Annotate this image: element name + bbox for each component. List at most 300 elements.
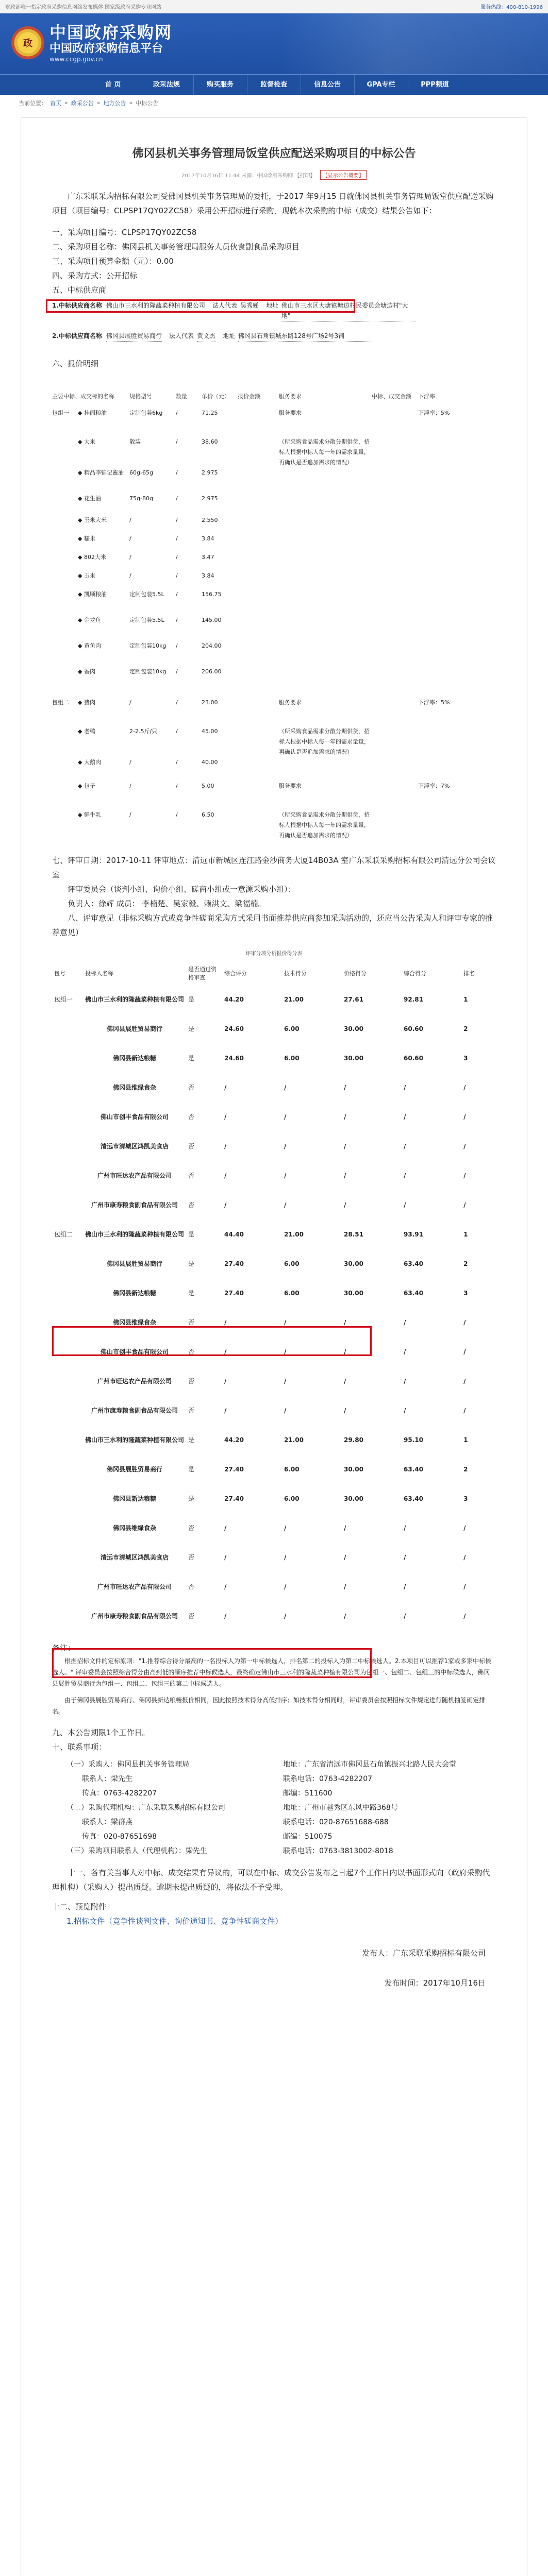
- score-row: [52, 1014, 496, 1043]
- detail-header-spec: 规格型号: [129, 393, 152, 400]
- score-d: /: [404, 1524, 406, 1532]
- breadcrumb-local[interactable]: 地方公告: [103, 99, 126, 107]
- score-a: /: [224, 1142, 227, 1150]
- score-row: [52, 1102, 496, 1131]
- detail-qty: /: [176, 783, 178, 789]
- score-a: 44.20: [224, 1436, 244, 1444]
- detail-price: 2.975: [202, 495, 218, 502]
- score-row: [52, 985, 496, 1014]
- meta-text: 2017年10月16日 11:44 来源：中国政府采购网 【打印】: [181, 173, 315, 179]
- section10: 十、联系事项：: [52, 1742, 107, 1752]
- nav-services[interactable]: 购买服务: [194, 75, 247, 95]
- score-header-name: 投标人名称: [85, 970, 113, 977]
- score-d: /: [404, 1553, 406, 1561]
- score-row: [52, 1572, 496, 1601]
- score-b: 6.00: [284, 1025, 300, 1032]
- score-row: [52, 1425, 496, 1454]
- detail-header-amount: 报价金额: [238, 393, 260, 400]
- detail-price: 3.84: [202, 535, 214, 542]
- score-c: /: [344, 1583, 346, 1590]
- site-subtitle: 中国政府采购信息平台: [49, 42, 163, 55]
- breadcrumb-sep: »: [96, 99, 101, 106]
- score-pkg: [52, 1484, 83, 1513]
- score-row: [52, 1161, 496, 1190]
- detail-name: ◆ 包子: [78, 783, 95, 789]
- intro-paragraph: 广东采联采购招标有限公司受佛冈县机关事务管理局的委托，于2017 年9月15 日就佛冈县机关事务管理局饭堂供应配送采购项目（项目编号：CLPSP17QY02ZC58）采用公开招标进行采购，现就本次采购的中标（成交）结果公告如下：: [52, 192, 494, 215]
- item-winners-heading: 五、中标供应商: [52, 285, 107, 295]
- contact-label: （三）采购项目联系人（代理机构）：梁先生: [67, 1847, 207, 1855]
- contact-value: 地址：广东省清远市佛冈县石角镇振兴北路人民大会堂: [283, 1760, 456, 1769]
- score-b: /: [284, 1113, 287, 1121]
- score-rank: /: [463, 1377, 466, 1385]
- detail-service-text: （所采购食品需求分散分期供货，招标人根据中标人每一年的需求量量，再确认是否追加需求的情况）: [279, 438, 370, 466]
- score-c: 30.00: [344, 1289, 363, 1297]
- score-name: 佛山市三水利的隆蔬菜种植有限公司: [85, 1231, 185, 1238]
- section7-committee-label: 评审委员会（谈判小组、询价小组、磋商小组或一意源采购小组）：: [68, 885, 296, 894]
- detail-row: [52, 571, 496, 589]
- detail-header: [52, 392, 496, 403]
- detail-row: [52, 534, 496, 552]
- winner-addr-label: 地址: [265, 302, 278, 309]
- score-b: 6.00: [284, 1289, 300, 1297]
- score-d: 92.81: [404, 995, 424, 1003]
- item-project-number: 一、采购项目编号：CLPSP17QY02ZC58: [52, 228, 197, 237]
- detail-spec: /: [129, 783, 131, 789]
- section8: 八、评审意见（非标采购方式或竞争性磋商采购方式采用书面推荐供应商参加采购活动的，还应当公告采购人和评审专家的推荐意见）: [52, 913, 493, 937]
- detail-qty: /: [176, 591, 178, 598]
- score-pass: 是: [188, 996, 195, 1003]
- score-c: /: [344, 1318, 346, 1326]
- detail-price: 3.84: [202, 572, 214, 579]
- score-d: /: [404, 1083, 406, 1091]
- detail-price: 2.550: [202, 517, 218, 523]
- detail-qty: /: [176, 572, 178, 579]
- top-strip: [0, 0, 548, 13]
- nav-supervision[interactable]: 监督检查: [247, 75, 301, 95]
- score-a: /: [224, 1172, 227, 1179]
- score-pass: 是: [188, 1495, 195, 1502]
- detail-spec: 75g-80g: [129, 495, 153, 502]
- contact-label: 联系人：梁先生: [82, 1775, 132, 1783]
- score-d: /: [404, 1583, 406, 1590]
- score-row: [52, 1278, 496, 1308]
- detail-name: ◆ 精品李锦记酱油: [78, 469, 124, 476]
- score-pkg: 包组一: [54, 996, 73, 1003]
- score-pkg: [52, 1601, 83, 1631]
- score-b: /: [284, 1083, 287, 1091]
- score-pass: 是: [188, 1025, 195, 1032]
- detail-qty: /: [176, 438, 178, 445]
- score-b: 6.00: [284, 1054, 300, 1062]
- score-pass: 否: [188, 1201, 195, 1209]
- detail-price: 45.00: [202, 728, 218, 735]
- section11: 十一、各有关当事人对中标、成交结果有异议的，可以在中标、成交公告发布之日起7个工作日内以书面形式向（政府采购代理机构）（采购人）提出质疑。逾期未提出质疑的，将依法不予受理。: [52, 1868, 490, 1892]
- score-pkg: [52, 1249, 83, 1278]
- detail-row: [52, 726, 496, 757]
- score-row: [52, 1513, 496, 1543]
- detail-price: 156.75: [202, 591, 222, 598]
- winner-row-2: [52, 331, 496, 342]
- detail-pkg: 包组一: [52, 410, 69, 416]
- publish-date: 发布时间：2017年10月16日: [384, 1978, 486, 1988]
- score-table-title: 评审分项分析报价得分表: [245, 951, 303, 957]
- detail-service-label: 服务要求: [279, 410, 302, 416]
- score-pass: 否: [188, 1348, 195, 1355]
- score-d: 95.10: [404, 1436, 424, 1444]
- score-rank: /: [463, 1553, 466, 1561]
- score-d: /: [404, 1201, 406, 1209]
- detail-service-label: 服务要求: [279, 783, 302, 789]
- detail-row: [52, 781, 496, 810]
- score-d: 63.40: [404, 1260, 424, 1267]
- score-c: 30.00: [344, 1025, 363, 1032]
- top-strip-left: 财政部唯一指定政府采购信息网络发布媒体 国家级政府采购专业网站: [5, 5, 162, 10]
- score-rank: /: [463, 1612, 466, 1620]
- score-pkg: [52, 1161, 83, 1190]
- detail-name: ◆ 花生油: [78, 495, 101, 502]
- detail-price: 23.00: [202, 699, 218, 706]
- score-c: /: [344, 1172, 346, 1179]
- score-rank: /: [463, 1083, 466, 1091]
- score-pkg: [52, 1396, 83, 1425]
- score-row: [52, 1219, 496, 1249]
- score-b: 21.00: [284, 995, 304, 1003]
- detail-row: [52, 757, 496, 781]
- hotline: 服务热线：400-810-1996: [480, 5, 543, 10]
- score-name: 清远市清城区鸿凯美食店: [100, 1554, 169, 1561]
- detail-name: ◆ 金龙鱼: [78, 617, 101, 623]
- breadcrumb-announcements[interactable]: 政采公告: [71, 99, 94, 107]
- score-b: /: [284, 1524, 287, 1532]
- score-b: /: [284, 1318, 287, 1326]
- main-nav: [0, 74, 548, 95]
- score-pass: 否: [188, 1113, 195, 1121]
- score-rank: /: [463, 1583, 466, 1590]
- remarks-label: 备注：: [52, 1643, 76, 1653]
- score-pkg: [52, 1425, 83, 1454]
- winner-rep-label: 法人代表: [169, 332, 194, 340]
- score-rank: /: [463, 1113, 466, 1121]
- detail-header-price: 单价（元）: [202, 393, 230, 400]
- remarks: 根据招标文件的定标原则："1.推荐综合得分最高的一名投标人为第一中标候选人，排名第二的投标人为第二中标候选人。2.本项目可以推荐1家或多家中标候选人。" 评审委员会按照综合得分由高到低的顺序推荐中标候选人，最终确定佛山市三水利的隆蔬菜种植有限公司为包组一、包组二、包组三的中标候选人，佛冈县展胜贸易商行为包组一、包组二、包组三的第二中标候选人。: [52, 1657, 492, 1687]
- score-c: 27.61: [344, 995, 363, 1003]
- score-a: /: [224, 1318, 227, 1326]
- score-name: 佛冈县新达粮糖: [112, 1055, 156, 1062]
- score-d: /: [404, 1406, 406, 1414]
- detail-price: 5.00: [202, 783, 214, 789]
- detail-row: [52, 408, 496, 437]
- nav-ppp[interactable]: PPP频道: [421, 81, 449, 89]
- item-budget: 三、采购项目预算金额（元）：0.00: [52, 257, 174, 266]
- score-rank: /: [463, 1524, 466, 1532]
- detail-price: 40.00: [202, 759, 218, 766]
- score-d: /: [404, 1172, 406, 1179]
- detail-price: 2.975: [202, 469, 218, 476]
- breadcrumb: [0, 95, 548, 111]
- contact-row: [67, 1757, 496, 1772]
- winner-highlight: [46, 299, 355, 313]
- nav-announcements[interactable]: 信息公告: [301, 75, 355, 95]
- score-d: 60.60: [404, 1025, 424, 1032]
- score-b: 6.00: [284, 1495, 300, 1502]
- detail-row: [52, 667, 496, 692]
- detail-row: [52, 810, 496, 841]
- score-c: 30.00: [344, 1495, 363, 1502]
- detail-spec: /: [129, 554, 131, 561]
- detail-row: [52, 641, 496, 667]
- detail-name: ◆ 糯米: [78, 535, 95, 542]
- contact-label: （二）采购代理机构：广东采联采购招标有限公司: [67, 1804, 225, 1812]
- detail-spec: /: [129, 572, 131, 579]
- detail-row: [52, 589, 496, 615]
- score-rank: 3: [463, 1495, 468, 1502]
- score-rank: /: [463, 1318, 466, 1326]
- score-c: /: [344, 1113, 346, 1121]
- detail-pkg: 包组二: [52, 699, 69, 706]
- score-a: /: [224, 1083, 227, 1091]
- contact-row: [67, 1801, 496, 1815]
- detail-spec: 2-2.5斤/只: [129, 728, 158, 735]
- score-d: /: [404, 1348, 406, 1355]
- detail-spec: /: [129, 759, 131, 766]
- score-pass: 否: [188, 1524, 195, 1532]
- detail-qty: /: [176, 469, 178, 476]
- detail-name: ◆ 凯顺粮油: [78, 591, 107, 598]
- score-b: /: [284, 1553, 287, 1561]
- detail-service-label: 服务要求: [279, 699, 302, 706]
- score-header-pkg: 包号: [54, 970, 65, 977]
- score-b: 6.00: [284, 1260, 300, 1267]
- brand[interactable]: [11, 23, 172, 63]
- winner-row-1: [52, 300, 496, 321]
- score-c: /: [344, 1406, 346, 1414]
- publisher: 发布人：广东采联采购招标有限公司: [361, 1948, 486, 1958]
- score-name: 佛山市创丰食品有限公司: [100, 1348, 169, 1355]
- score-pass: 是: [188, 1260, 195, 1267]
- score-pkg: [52, 1073, 83, 1102]
- detail-spec: /: [129, 535, 131, 542]
- detail-name: ◆ 鲜牛乳: [78, 811, 101, 818]
- score-pass: 否: [188, 1583, 195, 1590]
- score-b: /: [284, 1172, 287, 1179]
- score-name: 佛冈县展胜贸易商行: [106, 1025, 162, 1032]
- contact-value: 邮编：510075: [283, 1833, 333, 1841]
- score-pkg: [52, 1131, 83, 1161]
- detail-qty: /: [176, 811, 178, 818]
- score-row: [52, 1396, 496, 1425]
- score-row: [52, 1131, 496, 1161]
- score-pkg: 包组二: [54, 1231, 73, 1238]
- winner-addr: 佛山市三水区大塘镇塘边村民委员会塘边村"大地": [281, 300, 416, 321]
- score-pass: 是: [188, 1231, 195, 1238]
- score-pass: 否: [188, 1378, 195, 1385]
- score-c: /: [344, 1083, 346, 1091]
- summary-button[interactable]: 【显示公告概要】: [320, 170, 367, 180]
- section7: 七、评审日期：2017-10-11 评审地点：清远市新城区连江路金沙商务大厦14B03A 室广东采联采购招标有限公司清远分公司会议室: [52, 856, 496, 879]
- contact-row: [67, 1829, 496, 1844]
- score-rank: /: [463, 1172, 466, 1179]
- detail-row: [52, 615, 496, 641]
- score-pass: 否: [188, 1613, 195, 1620]
- detail-qty: /: [176, 517, 178, 523]
- winner-name: 佛山市三水利的隆蔬菜种植有限公司: [106, 300, 205, 311]
- score-rank: 3: [463, 1289, 468, 1297]
- score-name: 佛冈县展胜贸易商行: [106, 1466, 162, 1473]
- detail-list: [52, 408, 496, 841]
- detail-price: 145.00: [202, 617, 222, 623]
- detail-row: [52, 698, 496, 726]
- detail-qty: /: [176, 759, 178, 766]
- detail-price: 71.25: [202, 410, 218, 416]
- detail-name: ◆ 老鸭: [78, 728, 95, 735]
- announcement-article: [21, 117, 527, 2576]
- winner-label: 2.中标供应商名称: [52, 332, 102, 340]
- score-pkg: [52, 1454, 83, 1484]
- section12: 十二、预览附件: [52, 1902, 107, 1911]
- score-row: [52, 1043, 496, 1073]
- contacts: [52, 1757, 496, 1858]
- detail-row: [52, 437, 496, 468]
- score-rank: /: [463, 1406, 466, 1414]
- score-c: /: [344, 1553, 346, 1561]
- score-rank: /: [463, 1348, 466, 1355]
- score-c: /: [344, 1524, 346, 1532]
- contact-label: （一）采购人：佛冈县机关事务管理局: [67, 1760, 189, 1769]
- site-url: www.ccgp.gov.cn: [49, 56, 103, 63]
- score-row: [52, 1601, 496, 1631]
- detail-discount: 下浮率：5%: [418, 699, 450, 706]
- score-pkg: [52, 1014, 83, 1043]
- nav-regulations[interactable]: 政采法规: [140, 75, 194, 95]
- item-method: 四、采购方式：公开招标: [52, 271, 138, 280]
- score-row: [52, 1190, 496, 1219]
- score-c: 28.51: [344, 1230, 363, 1238]
- score-name: 佛冈县新达粮糖: [112, 1495, 156, 1502]
- contact-value: 联系电话：020-87651688-688: [283, 1818, 389, 1826]
- winner-rep: 吴秀娣: [240, 300, 259, 311]
- score-c: /: [344, 1201, 346, 1209]
- score-row: [52, 1366, 496, 1396]
- score-name: 佛冈县维绿食杂: [112, 1084, 156, 1091]
- score-a: /: [224, 1553, 227, 1561]
- score-a: 44.20: [224, 995, 244, 1003]
- contact-row: [67, 1844, 496, 1858]
- detail-qty: /: [176, 535, 178, 542]
- score-c: 30.00: [344, 1260, 363, 1267]
- detail-spec: /: [129, 699, 131, 706]
- header-decoration: [280, 13, 548, 74]
- detail-service-text: （所采购食品需求分散分期供货，招标人根据中标人每一年的需求量量，再确认是否追加需求的情况）: [279, 728, 370, 755]
- detail-price: 6.50: [202, 811, 214, 818]
- detail-service-text: （所采购食品需求分散分期供货，招标人根据中标人每一年的需求量量，再确认是否追加需求的情况）: [279, 811, 370, 839]
- detail-row: [52, 468, 496, 494]
- contact-row: [67, 1786, 496, 1801]
- detail-header-service: 服务要求: [279, 393, 302, 400]
- section6-heading: 六、报价明细: [52, 359, 99, 368]
- announcement-meta: [52, 170, 496, 180]
- emblem-text: 政: [23, 38, 32, 49]
- score-pass: 否: [188, 1407, 195, 1414]
- detail-qty: /: [176, 668, 178, 675]
- score-rank: 2: [463, 1260, 468, 1267]
- detail-spec: /: [129, 517, 131, 523]
- winner-addr: 佛冈县石角镇城东路128号广场2号3铺: [238, 331, 372, 342]
- detail-row: [52, 552, 496, 571]
- score-d: 93.91: [404, 1230, 424, 1238]
- score-a: /: [224, 1201, 227, 1209]
- score-header-pass: 是否通过资格审查: [188, 966, 217, 981]
- score-d: /: [404, 1377, 406, 1385]
- score-a: /: [224, 1377, 227, 1385]
- detail-spec: 定制包装5.5L: [129, 617, 164, 623]
- score-name: 佛冈县维绿食杂: [112, 1524, 156, 1532]
- detail-price: 38.60: [202, 438, 218, 445]
- score-header-b: 技术得分: [284, 970, 307, 977]
- attachments[interactable]: 1.招标文件（竞争性谈判文件、询价通知书、竞争性磋商文件）: [67, 1917, 283, 1926]
- breadcrumb-home[interactable]: 首页: [50, 99, 61, 107]
- score-header-row: [52, 962, 496, 985]
- score-row: [52, 1484, 496, 1513]
- detail-spec: 定制包装10kg: [129, 642, 167, 649]
- detail-row: [52, 515, 496, 534]
- score-a: 44.40: [224, 1230, 244, 1238]
- nav-home[interactable]: 首 页: [87, 75, 140, 95]
- score-pkg: [52, 1572, 83, 1601]
- score-b: /: [284, 1142, 287, 1150]
- score-b: 21.00: [284, 1230, 304, 1238]
- score-a: /: [224, 1612, 227, 1620]
- detail-header-name: 主要中标、成交标的名称: [52, 393, 114, 400]
- score-rank: /: [463, 1142, 466, 1150]
- score-a: 24.60: [224, 1025, 244, 1032]
- score-b: /: [284, 1406, 287, 1414]
- score-header-a: 综合评分: [224, 970, 247, 977]
- nav-gpa[interactable]: GPA专栏: [355, 75, 408, 95]
- breadcrumb-prefix: 当前位置：: [19, 99, 47, 107]
- score-c: /: [344, 1612, 346, 1620]
- score-pass: 是: [188, 1466, 195, 1473]
- detail-name: ◆ 猪肉: [78, 699, 95, 706]
- detail-header-qty: 数量: [176, 393, 187, 400]
- detail-price: 206.00: [202, 668, 222, 675]
- score-pkg: [52, 1278, 83, 1308]
- score-pass: 否: [188, 1172, 195, 1179]
- detail-spec: 60g-65g: [129, 469, 153, 476]
- score-c: 30.00: [344, 1465, 363, 1473]
- national-emblem-icon: [11, 26, 44, 59]
- score-name: 佛冈县维绿食杂: [112, 1319, 156, 1326]
- detail-spec: 定制包装6kg: [129, 410, 163, 416]
- contact-label: 联系人：梁群燕: [82, 1818, 132, 1826]
- detail-discount: 下浮率：7%: [418, 783, 450, 789]
- score-b: /: [284, 1348, 287, 1355]
- score-d: /: [404, 1318, 406, 1326]
- detail-discount: 下浮率：5%: [418, 410, 450, 416]
- detail-qty: /: [176, 554, 178, 561]
- score-d: 63.40: [404, 1465, 424, 1473]
- score-body: [52, 985, 496, 1631]
- score-c: /: [344, 1348, 346, 1355]
- score-b: /: [284, 1377, 287, 1385]
- score-row: [52, 1543, 496, 1572]
- score-name: 佛山市三水利的隆蔬菜种植有限公司: [85, 996, 185, 1003]
- score-row: [52, 1073, 496, 1102]
- winner-addr-label: 地址: [222, 332, 235, 340]
- detail-spec: 散装: [129, 438, 141, 445]
- detail-price: 204.00: [202, 642, 222, 649]
- score-a: 27.40: [224, 1260, 244, 1267]
- score-a: 27.40: [224, 1495, 244, 1502]
